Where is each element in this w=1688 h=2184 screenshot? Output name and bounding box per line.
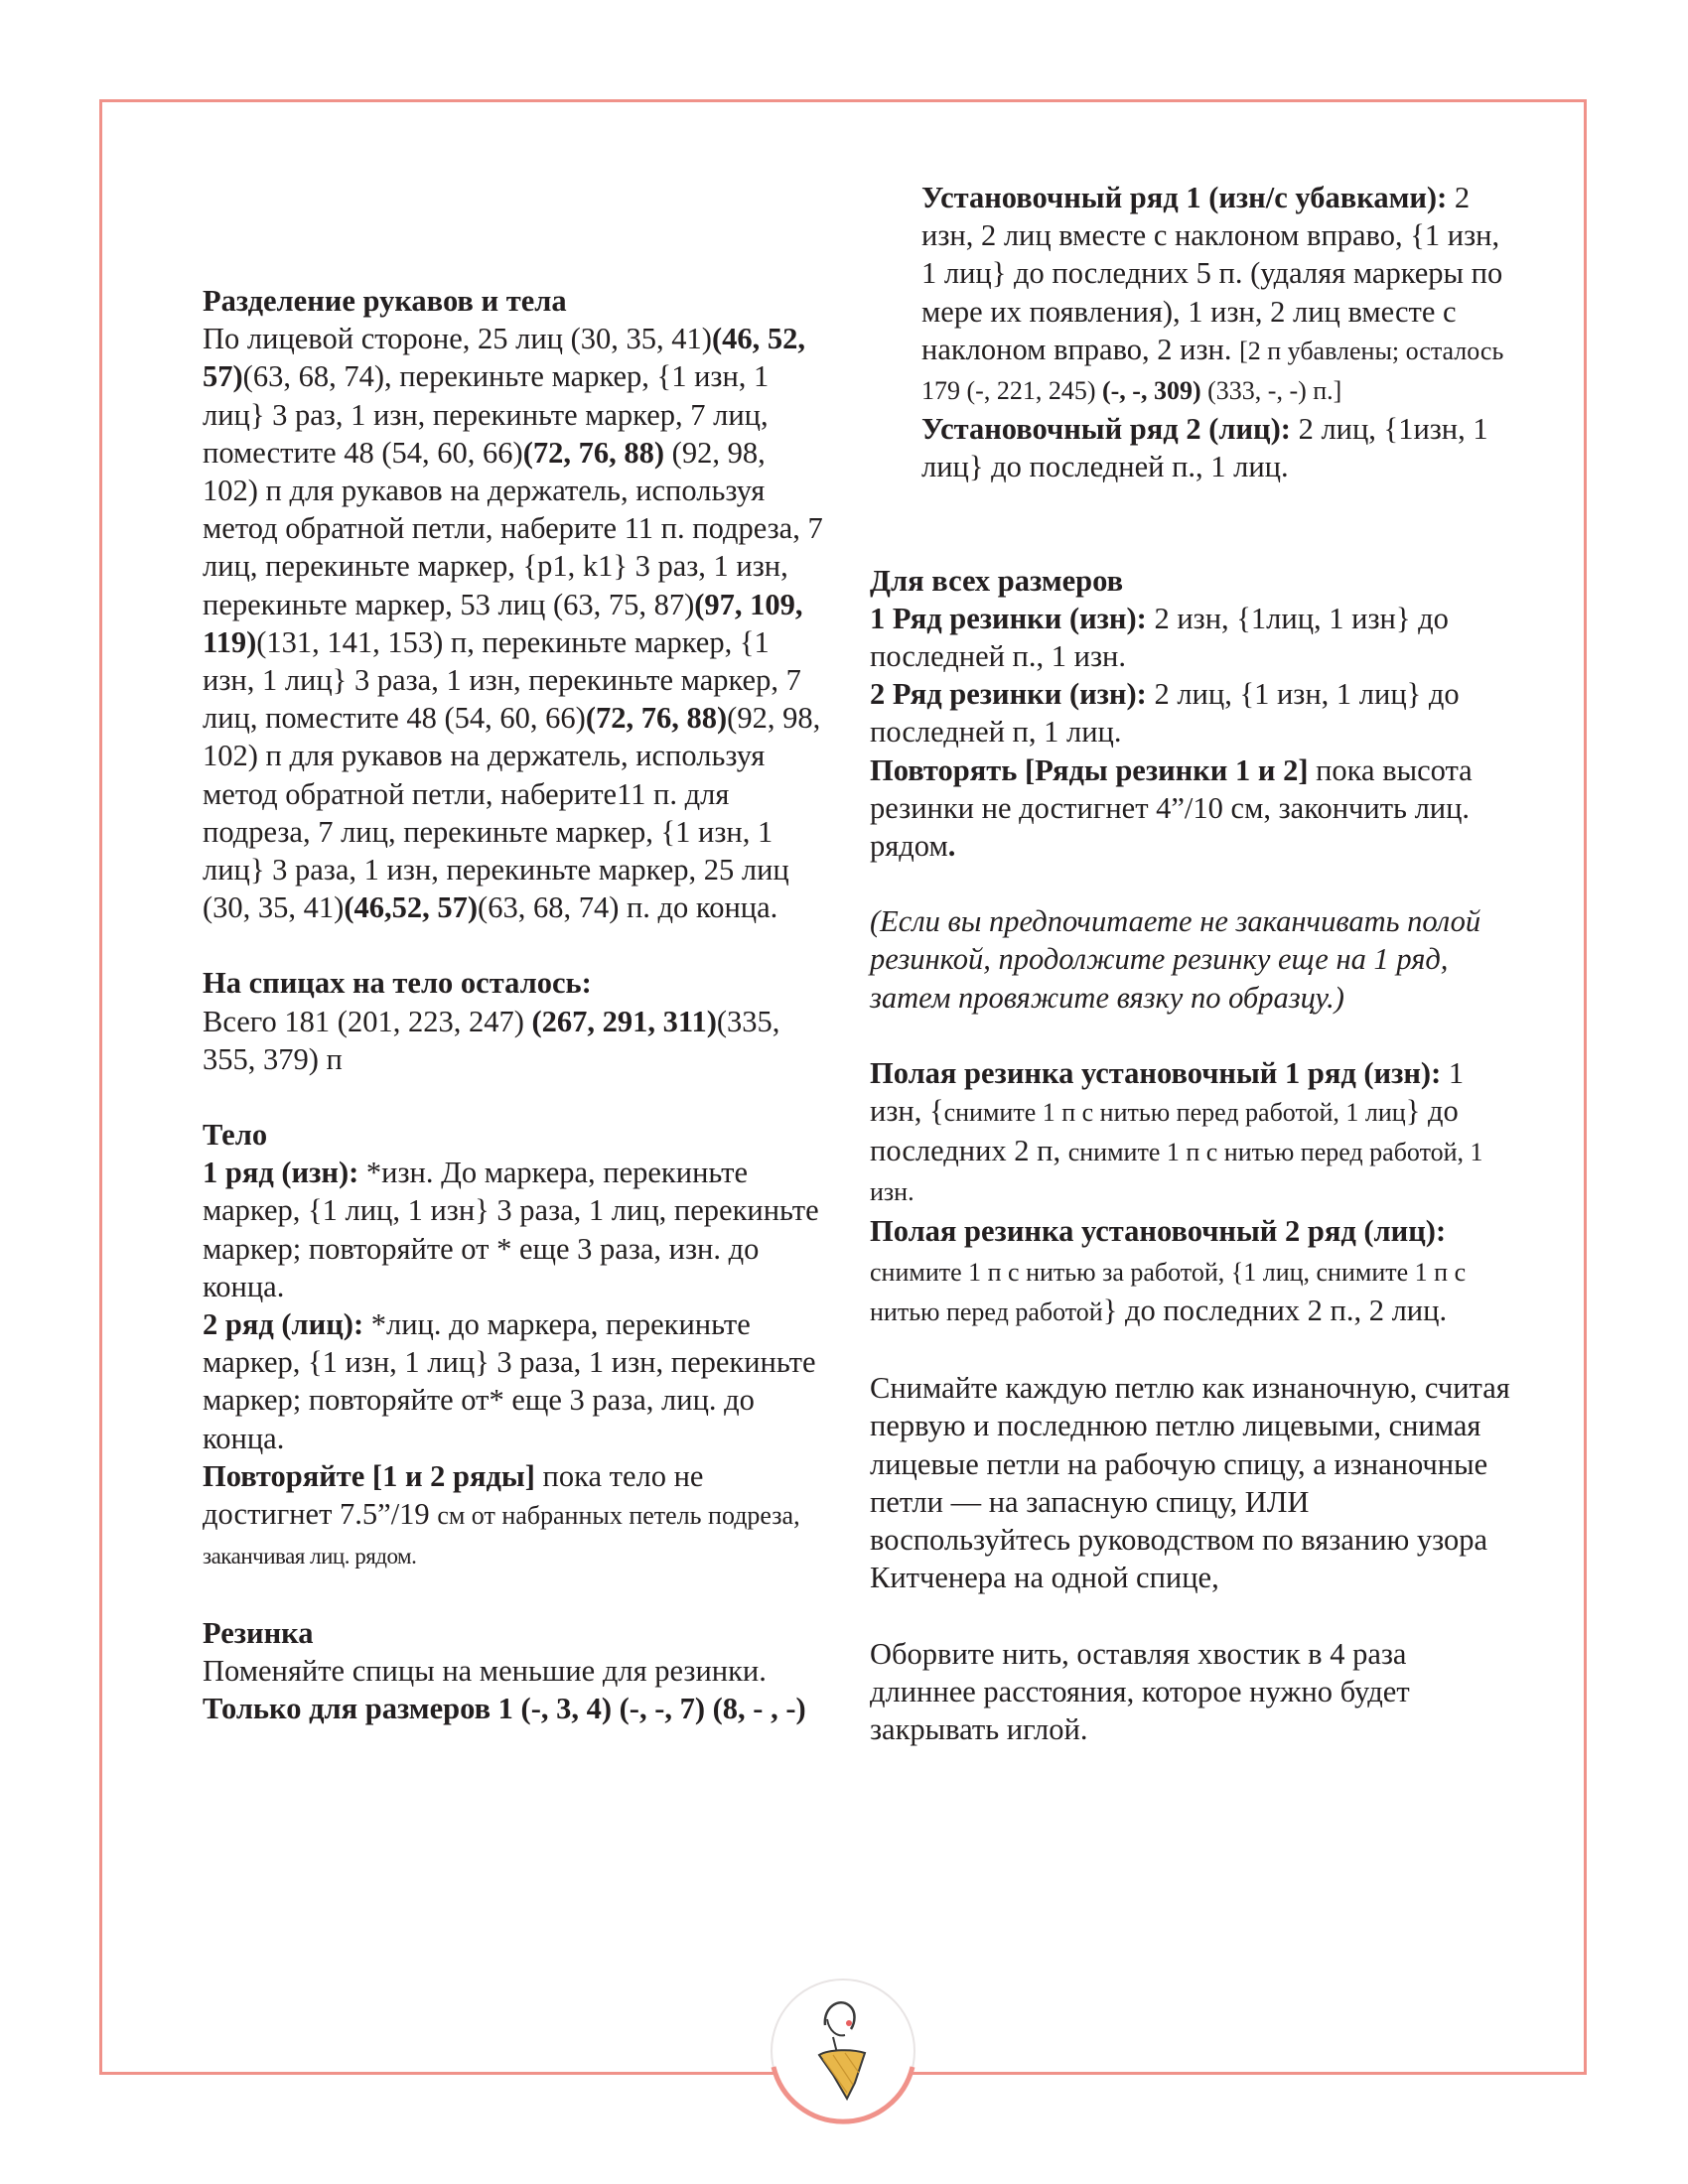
sizes-note: Только для размеров 1 (-, 3, 4) (-, -, 7) (8, - , -): [203, 1691, 806, 1725]
left-column: [203, 282, 828, 1727]
section-title-separation: Разделение рукавов и тела: [203, 284, 567, 318]
italic-note: (Если вы предпочитаете не заканчивать полой резинкой, продолжите резинку еще на 1 ряд, затем провяжите вязку по образцу.): [870, 904, 1481, 1015]
ribbing-section: Резинка Поменяйте спицы на меньшие для резинки. Только для размеров 1 (-, 3, 4) (-, -, 7) (8, - , -): [203, 1615, 806, 1725]
setup-row-2: Установочный ряд 2 (лиц): 2 лиц, {1изн, 1 лиц} до последней п., 1 лиц.: [921, 412, 1488, 484]
cut-yarn-instructions: Оборвите нить, оставляя хвостик в 4 раза длиннее расстояния, которое нужно будет закрывать иглой.: [870, 1636, 1410, 1746]
hollow-ribbing-section: Полая резинка установочный 1 ряд (изн): 1 изн, {снимите 1 п с нитью перед работой, 1 лиц} до последних 2 п, снимите 1 п с нитью перед работой, 1 изн. Полая резинка установочный 2 ряд (лиц): снимите 1 п с нитью за работой, {1 лиц, снимите 1 п с нитью перед работой} до последних 2 п., 2 лиц.: [870, 1055, 1483, 1328]
remaining-stitches: На спицах на тело осталось: Всего 181 (201, 223, 247) (267, 291, 311)(335, 355, 379) п: [203, 966, 780, 1076]
slip-stitch-instructions: Снимайте каждую петлю как изнаночную, считая первую и последнюю петлю лицевыми, снимая лицевые петли на рабочую спицу, а изнаночные петли — на запасную спицу, ИЛИ воспользуйтесь руководством по вязанию узора Китченера на одной спице,: [870, 1371, 1510, 1595]
sleeve-body-separation: Разделение рукавов и тела По лицевой стороне, 25 лиц (30, 35, 41)(46, 52, 57)(63, 68, 74), перекиньте маркер, {1 изн, 1 лиц} 3 раз, 1 изн, перекиньте маркер, 7 лиц, поместите 48 (54, 60, 66)(72, 76, 88) (92, 98, 102) п для рукавов на держатель, используя метод обратной петли, наберите 11 п. подреза, 7 лиц, перекиньте маркер, {p1, k1} 3 раз, 1 изн, перекиньте маркер, 53 лиц (63, 75, 87)(97, 109, 119)(131, 141, 153) п, перекиньте маркер, {1 изн, 1 лиц} 3 раза, 1 изн, перекиньте маркер, 7 лиц, поместите 48 (54, 60, 66)(72, 76, 88)(92, 98, 102) п для рукавов на держатель, используя метод обратной петли, наберите11 п. для подреза, 7 лиц, перекиньте маркер, {1 изн, 1 лиц} 3 раза, 1 изн, перекиньте маркер, 25 лиц (30, 35, 41)(46,52, 57)(63, 68, 74) п. до конца.: [203, 284, 823, 925]
right-column: [870, 179, 1515, 1748]
section-title-remaining: На спицах на тело осталось:: [203, 966, 592, 1001]
body-section: Тело 1 ряд (изн): *изн. До маркера, перекиньте маркер, {1 лиц, 1 изн} 3 раза, 1 лиц, перекиньте маркер; повторяйте от * еще 3 раза, изн. до конца. 2 ряд (лиц): *лиц. до маркера, перекиньте маркер, {1 изн, 1 лиц} 3 раза, 1 изн, перекиньте маркер; повторяйте от* еще 3 раза, лиц. до конца. Повторяйте [1 и 2 ряды] пока тело не достигнет 7.5”/19 см от набранных петель подреза, заканчивая лиц. рядом.: [203, 1118, 819, 1570]
section-title-body: Тело: [203, 1118, 268, 1153]
setup-row-1: Установочный ряд 1 (изн/с убавками): 2 изн, 2 лиц вместе с наклоном вправо, {1 изн, 1 лиц} до последних 5 п. (удаляя маркеры по мере их появления), 1 изн, 2 лиц вместе с наклоном вправо, 2 изн. [2 п убавлены; осталось 179 (-, 221, 245) (-, -, 309) (333, -, -) п.]: [921, 181, 1504, 406]
all-sizes-section: Для всех размеров 1 Ряд резинки (изн): 2 изн, {1лиц, 1 изн} до последней п., 1 изн. 2 Ряд резинки (изн): 2 лиц, {1 изн, 1 лиц} до последней п, 1 лиц. Повторять [Ряды резинки 1 и 2] пока высота резинки не достигнет 4”/10 см, закончить лиц. рядом.: [870, 563, 1473, 864]
section-title-ribbing: Резинка: [203, 1615, 314, 1650]
woman-with-scarf-logo-icon: [768, 1976, 918, 2126]
section-title-all-sizes: Для всех размеров: [870, 563, 1124, 598]
